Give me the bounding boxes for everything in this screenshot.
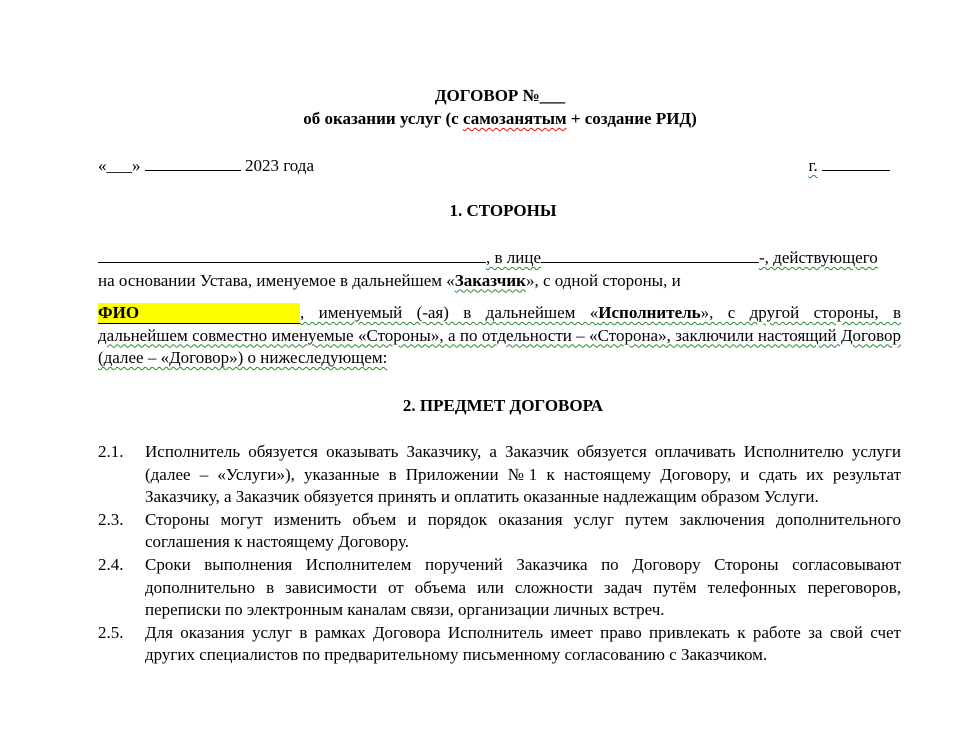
customer-outro: », с одной стороны, и [525, 270, 681, 290]
list-item [98, 509, 901, 554]
executor-word: Исполнитель [598, 303, 701, 322]
city-label: г. [808, 156, 818, 175]
representative-label: , в лице [486, 248, 542, 267]
item-text: Для оказания услуг в рамках Договора Исполнитель имеет право привлекать к работе за свой счет других специалистов по предварительному письменному согласованию с Заказчиком. [145, 622, 901, 665]
subtitle-spellcheck-word: самозанятым [462, 109, 567, 128]
list-item [98, 554, 901, 622]
executor-outro: », с другой стороны, в дальнейшем совместно именуемые «Стороны», а по отдельности – «Сторона», заключили настоящий Договор (далее – «Договор») о нижеследующем: [98, 303, 901, 368]
item-text: Исполнитель обязуется оказывать Заказчику, а Заказчик обязуется оплачивать Исполнителю услуги (далее – «Услуги»), указанные в Приложении №1 к настоящему Договору, и сдать их результат Заказчику, а Заказчик обязуется принять и оплатить оказанные надлежащим образом Услуги. [145, 442, 901, 507]
item-text: Сроки выполнения Исполнителем поручений Заказчика по Договору Стороны согласовывают дополнительно в зависимости от объема или сложности задач путём телефонных переговоров, переписки по электронным каналам связи, организации личных встреч. [145, 554, 901, 620]
subtitle-prefix: об оказании услуг (с [303, 109, 463, 128]
item-number: 2.5. [98, 622, 124, 642]
section-2-list [98, 441, 901, 667]
date-year: 2023 года [245, 156, 315, 175]
customer-word: Заказчик [454, 270, 526, 290]
contract-subtitle [0, 108, 957, 131]
section-2-heading: 2. ПРЕДМЕТ ДОГОВОРА [402, 396, 604, 415]
item-number: 2.4. [98, 554, 124, 574]
acting-label: -, действующего [759, 248, 878, 267]
date-month-blank [145, 154, 241, 171]
city-field [808, 154, 890, 178]
city-blank [822, 154, 890, 171]
date-line [98, 154, 890, 178]
parties-paragraph-2 [98, 302, 901, 370]
date-day-blank: «___» [98, 156, 141, 175]
item-number: 2.3. [98, 509, 124, 529]
representative-blank [541, 246, 759, 263]
list-item [98, 622, 901, 667]
fio-highlighted-field: ФИО [98, 303, 300, 324]
parties-paragraph-1 [98, 246, 901, 292]
customer-intro: на основании Устава, именуемое в дальнейшем « [98, 270, 455, 290]
item-text: Стороны могут изменить объем и порядок оказания услуг путем заключения дополнительного соглашения к настоящему Договору. [145, 509, 901, 552]
section-1-heading: 1. СТОРОНЫ [449, 201, 557, 220]
subtitle-suffix: + создание РИД) [566, 109, 697, 128]
company-name-blank [98, 246, 486, 263]
item-number: 2.1. [98, 442, 124, 461]
contract-title: ДОГОВОР №___ [434, 86, 566, 105]
executor-intro: , именуемый (-ая) в дальнейшем « [300, 303, 599, 322]
list-item [98, 441, 901, 509]
